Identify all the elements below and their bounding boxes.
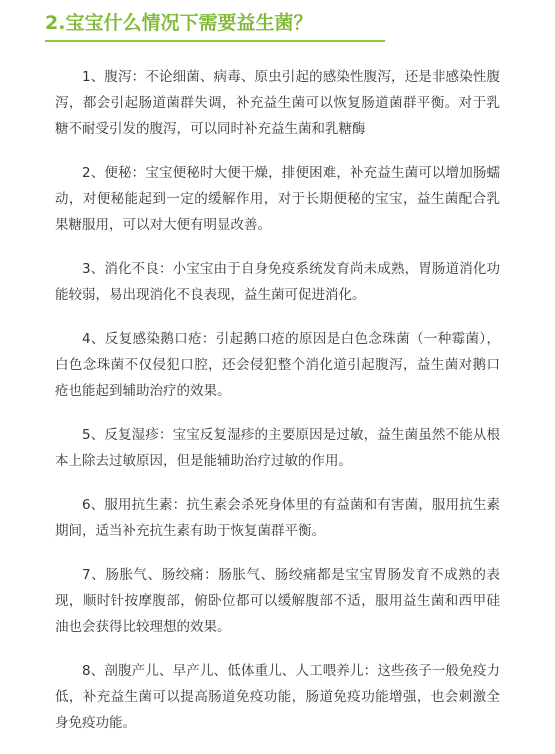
paragraph-diarrhea: 1、腹泻：不论细菌、病毒、原虫引起的感染性腹泻，还是非感染性腹泻，都会引起肠道菌群失调，补充益生菌可以恢复肠道菌群平衡。对于乳糖不耐受引发的腹泻，可以同时补充益生菌和乳糖酶 [55, 69, 500, 137]
paragraph-colic: 7、肠胀气、肠绞痛：肠胀气、肠绞痛都是宝宝胃肠发育不成熟的表现，顺时针按摩腹部，俯卧位都可以缓解腹部不适，服用益生菌和西甲硅油也会获得比较理想的效果。 [55, 567, 500, 635]
paragraph-constipation: 2、便秘：宝宝便秘时大便干燥，排便困难，补充益生菌可以增加肠蠕动，对便秘能起到一定的缓解作用，对于长期便秘的宝宝，益生菌配合乳果糖服用，可以对大便有明显改善。 [55, 165, 500, 233]
paragraph-antibiotics: 6、服用抗生素：抗生素会杀死身体里的有益菌和有害菌，服用抗生素期间，适当补充抗生素有助于恢复菌群平衡。 [55, 497, 500, 539]
article-body [55, 64, 500, 754]
paragraph-indigestion: 3、消化不良：小宝宝由于自身免疫系统发育尚未成熟，胃肠道消化功能较弱，易出现消化不良表现，益生菌可促进消化。 [55, 261, 500, 303]
paragraph-special-infants: 8、剖腹产儿、早产儿、低体重儿、人工喂养儿：这些孩子一般免疫力低，补充益生菌可以提高肠道免疫功能，肠道免疫功能增强，也会刺激全身免疫功能。 [55, 663, 500, 731]
paragraph-eczema: 5、反复湿疹：宝宝反复湿疹的主要原因是过敏，益生菌虽然不能从根本上除去过敏原因，但是能辅助治疗过敏的作用。 [55, 427, 500, 469]
section-heading [45, 10, 385, 42]
section-title: 2.宝宝什么情况下需要益生菌？ [45, 12, 313, 34]
paragraph-thrush: 4、反复感染鹅口疮：引起鹅口疮的原因是白色念珠菌（一种霉菌），白色念珠菌不仅侵犯口腔，还会侵犯整个消化道引起腹泻，益生菌对鹅口疮也能起到辅助治疗的效果。 [55, 331, 500, 399]
